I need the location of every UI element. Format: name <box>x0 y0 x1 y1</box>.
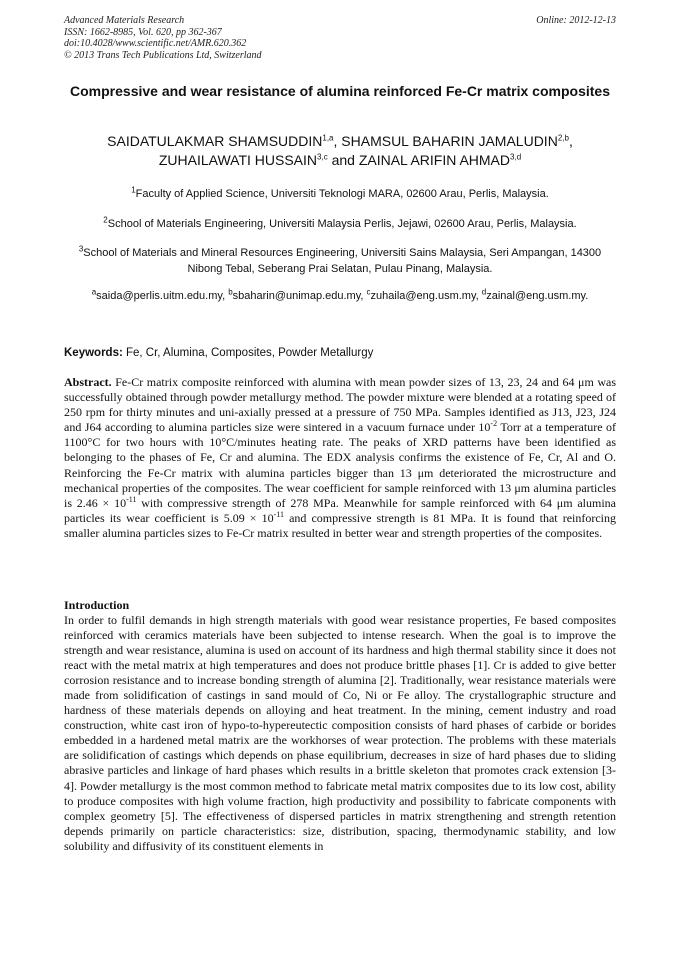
email-link[interactable]: $^d$zainal@eng.usm.my. <box>481 287 589 302</box>
email-list <box>90 288 590 304</box>
keywords-label: Keywords: <box>64 347 123 359</box>
journal-name: Advanced Materials Research <box>64 15 185 26</box>
affiliation-2: $^2$School of Materials Engineering, Universiti Malaysia Perlis, Jejawi, 02600 Arau, Perlis, Malaysia. <box>103 215 577 230</box>
email-link[interactable]: $^c$zuhaila@eng.usm.my, <box>366 287 482 302</box>
author: SHAMSUL BAHARIN JAMALUDIN$^{2,b}$, <box>341 133 573 149</box>
affiliation-3: $^3$School of Materials and Mineral Resources Engineering, Universiti Sains Malaysia, Seri Ampangan, 14300 Nibong Tebal, Seberang Prai Selatan, Pulau Pinang, Malaysia. <box>78 244 602 275</box>
issn-line: ISSN: 1662-8985, Vol. 620, pp 362-367 <box>64 26 222 38</box>
doi-line[interactable]: doi:10.4028/www.scientific.net/AMR.620.362 <box>64 38 247 49</box>
email-link[interactable]: $^b$sbaharin@unimap.edu.my, <box>228 287 367 302</box>
copyright-line: © 2013 Trans Tech Publications Ltd, Switzerland <box>64 49 262 61</box>
journal-header <box>64 15 616 61</box>
abstract-label: Abstract. <box>64 375 112 389</box>
author: ZAINAL ARIFIN AHMAD$^{3,d}$ <box>358 152 522 168</box>
section-heading-introduction: Introduction <box>64 598 130 612</box>
paper-title: Compressive and wear resistance of alumina reinforced Fe-Cr matrix composites <box>70 83 610 99</box>
author: ZUHAILAWATI HUSSAIN$^{3,c}$ and <box>158 152 359 168</box>
author-list <box>50 132 630 170</box>
online-date: Online: 2012-12-13 <box>536 15 616 26</box>
keywords-text: Fe, Cr, Alumina, Composites, Powder Metallurgy <box>122 347 374 359</box>
keywords <box>64 345 616 361</box>
abstract: Abstract. Fe-Cr matrix composite reinforced with alumina with mean powder sizes of 13, 23, 24 and 64 μm was successfully obtained through powder metallurgy method. The powder mixture were blended at a rotating speed of 250 rpm for thirty minutes and uni-axially pressed at a pressure of 750 MPa. Samples identified as J13, J23, J24 and J64 according to alumina particles size were sintered in a vacuum furnace under $10^{-2}$ Torr at a temperature of 1100°C for two hours with 10°C/minutes heating rate. The peaks of XRD patterns have been identified as belonging to the phases of Fe, Cr and alumina. The EDX analysis confirms the existence of Fe, Cr, Al and O. Reinforcing the Fe-Cr matrix with alumina particles bigger than 13 μm deteriorated the microstructure and mechanical properties of the composites. The wear coefficient for sample reinforced with 13 μm alumina particles is $2.46 \times 10^{-11}$ with compressive strength of 278 MPa. Meanwhile for sample reinforced with 64 μm alumina particles its wear coefficient is $5.09 \times 10^{-11}$ and compressive strength is 81 MPa. It is found that reinforcing smaller alumina particles sizes to Fe-Cr matrix resulted in better wear and strength properties of the composites. <box>64 375 617 540</box>
affiliation-1: $^1$Faculty of Applied Science, Universiti Teknologi MARA, 02600 Arau, Perlis, Malaysia. <box>131 185 549 200</box>
email-link[interactable]: $^a$saida@perlis.uitm.edu.my, <box>91 287 229 302</box>
introduction-text: In order to fulfil demands in high strength materials with good wear resistance properties, Fe based composites reinforced with ceramics materials have been subjected to intense research. When the goal is to improve the strength and wear resistance, alumina is used on account of its hardness and high thermal stability since it does not react with the metal matrix at high temperatures and does not produce brittle phases [1]. Cr is added to give better corrosion resistance and to increase bonding strength of alumina [2]. Traditionally, wear resistance materials were made from solidification of castings in sand mould of Co, Ni or Fe alloy. The crystallographic structure and hardness of these materials depends on alloying and heat treatment. In the mining, cement industry and road construction, white cast iron of hypo-to-hypereutectic composition consists of hard phases of carbide or borides embedded in a hardened metal matrix are the workhorses of wear protection. The problems with these materials are solidification of castings which depends on phase equilibrium, decreases in size of hard phases due to sliding abrasive particles and linkage of hard phases which results in a brittle skeleton that promotes crack extension [3-4]. Powder metallurgy is the most common method to fabricate metal matrix composites due to its low cost, ability to produce composites with high volume fraction, high productivity and possibility to fabricate components with complex geometry [5]. The effectiveness of dispersed particles in matrix strengthening and strength retention depends primarily on particle characteristics: size, distribution, spacing, thermodynamic stability, and low solubility and diffusivity of its constituent elements in <box>64 613 616 853</box>
author: SAIDATULAKMAR SHAMSUDDIN$^{1,a}$, <box>107 133 342 149</box>
